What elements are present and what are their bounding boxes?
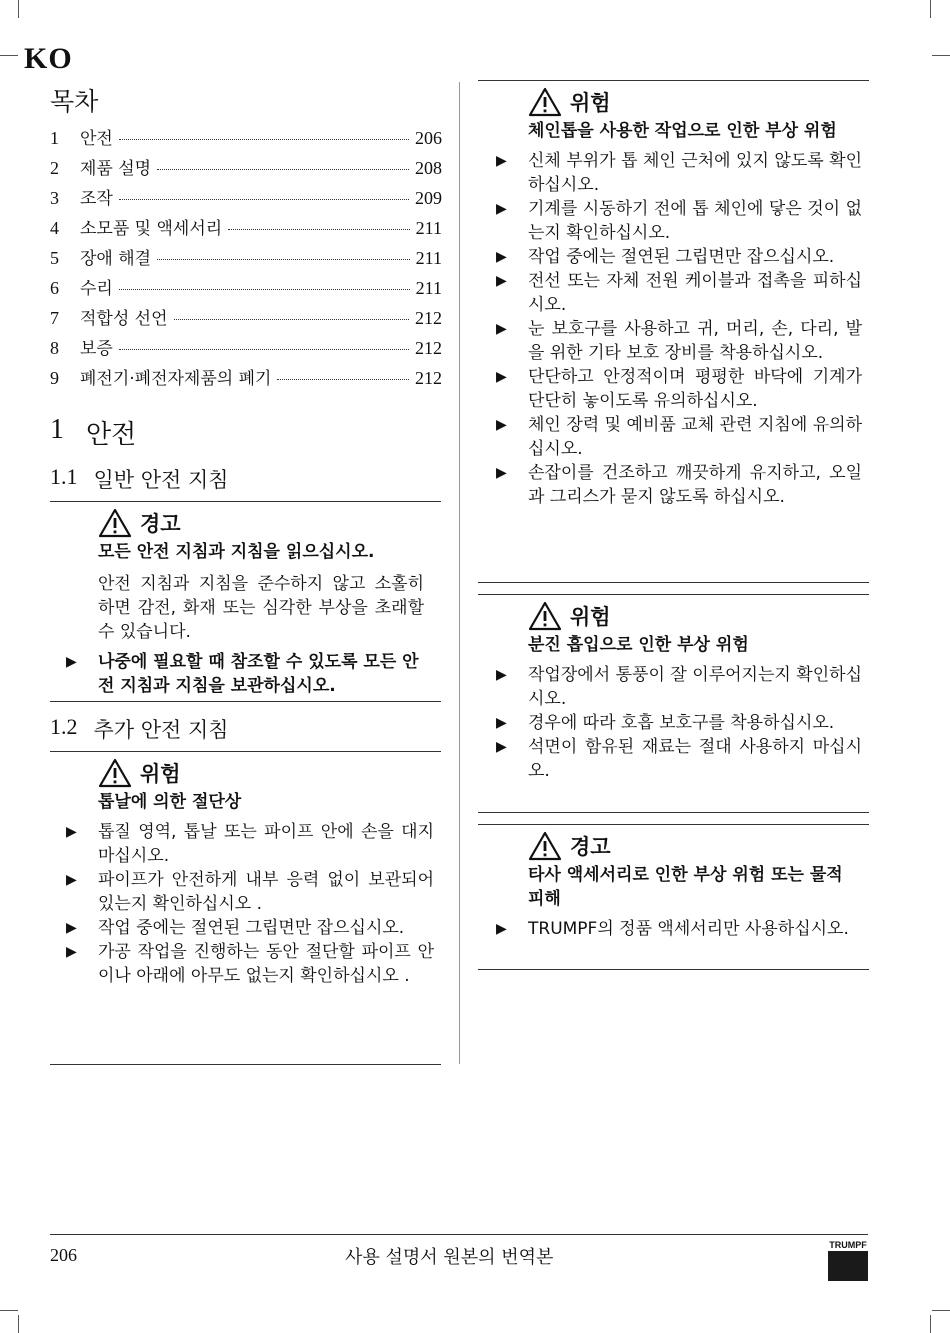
signal-word-text: 경고 <box>140 512 181 536</box>
toc-entry[interactable] <box>50 154 442 184</box>
page-number: 206 <box>50 1245 77 1265</box>
toc-label: 안전 <box>80 129 113 149</box>
instruction-item: ▶ 가공 작업을 진행하는 동안 절단할 파이프 안이나 아래에 아무도 없는지 확인하십시오 . <box>66 942 434 986</box>
toc-number: 8 <box>50 338 59 358</box>
toc-page: 212 <box>415 368 442 388</box>
toc-number: 6 <box>50 278 59 298</box>
warning-triangle-icon <box>528 87 562 117</box>
signal-word-text: 위험 <box>570 91 611 115</box>
table-of-contents <box>50 124 442 394</box>
column-divider <box>459 82 460 1064</box>
instruction-item: ▶ 전선 또는 자체 전원 케이블과 접촉을 피하십시오. <box>496 271 862 315</box>
bullet-arrow-icon: ▶ <box>496 715 507 731</box>
divider <box>478 969 869 970</box>
toc-number: 9 <box>50 368 59 388</box>
toc-title: 목차 <box>50 87 99 116</box>
divider <box>478 812 869 813</box>
toc-entry[interactable] <box>50 244 442 274</box>
hazard-title: 타사 액세서리로 인한 부상 위험 또는 물적 피해 <box>528 865 843 909</box>
instruction-item: ▶ 작업 중에는 절연된 그립면만 잡으십시오. <box>496 247 835 267</box>
instruction-item: ▶ 신체 부위가 톱 체인 근처에 있지 않도록 확인하십시오. <box>496 151 862 195</box>
bullet-arrow-icon: ▶ <box>66 654 77 670</box>
instruction-item: ▶ 손잡이를 건조하고 깨끗하게 유지하고, 오일과 그리스가 묻지 않도록 하십시오. <box>496 463 862 507</box>
toc-leader <box>119 139 409 140</box>
hazard-title: 톱날에 의한 절단상 <box>98 792 242 812</box>
hazard-description: 안전 지침과 지침을 준수하지 않고 소홀히 하면 감전, 화재 또는 심각한 부상을 초래할 수 있습니다. <box>98 574 424 642</box>
toc-label: 소모품 및 액세서리 <box>80 219 223 239</box>
instruction-item: ▶ 단단하고 안정적이며 평평한 바닥에 기계가 단단히 놓이도록 유의하십시오. <box>496 367 862 411</box>
toc-leader <box>119 199 409 200</box>
toc-entry[interactable] <box>50 214 442 244</box>
toc-label: 조작 <box>80 189 113 209</box>
instruction-item: ▶ 톱질 영역, 톱날 또는 파이프 안에 손을 대지 마십시오. <box>66 822 434 866</box>
toc-page: 209 <box>415 188 442 208</box>
toc-entry[interactable] <box>50 364 442 394</box>
divider <box>478 594 869 595</box>
toc-page: 211 <box>415 218 442 238</box>
toc-number: 7 <box>50 308 59 328</box>
section-title: 안전 <box>86 420 137 450</box>
subsection-number: 1.1 <box>50 464 78 489</box>
crop-mark <box>0 55 18 56</box>
instruction-item: ▶ 석면이 함유된 재료는 절대 사용하지 마십시오. <box>496 737 862 781</box>
warning-triangle-icon <box>528 601 562 631</box>
divider <box>50 501 441 502</box>
toc-page: 212 <box>415 338 442 358</box>
subsection-heading <box>50 714 229 744</box>
crop-mark <box>930 0 931 18</box>
toc-label: 폐전기·폐전자제품의 폐기 <box>80 369 272 389</box>
toc-label: 장애 해결 <box>80 249 152 269</box>
instruction-item: ▶ 경우에 따라 호흡 보호구를 착용하십시오. <box>496 713 835 733</box>
toc-label: 적합성 선언 <box>80 309 168 329</box>
divider <box>478 80 869 81</box>
subsection-title: 일반 안전 지침 <box>93 468 229 492</box>
toc-leader <box>228 229 409 230</box>
bullet-arrow-icon: ▶ <box>496 201 507 217</box>
toc-entry[interactable] <box>50 334 442 364</box>
crop-mark <box>18 1315 19 1333</box>
warning-triangle-icon <box>528 831 562 861</box>
signal-word-text: 경고 <box>570 835 611 859</box>
hazard-title: 체인톱을 사용한 작업으로 인한 부상 위험 <box>528 121 837 141</box>
divider <box>50 1064 441 1065</box>
toc-entry[interactable] <box>50 304 442 334</box>
bullet-arrow-icon: ▶ <box>66 824 77 840</box>
toc-number: 4 <box>50 218 59 238</box>
toc-page: 206 <box>415 128 442 148</box>
toc-label: 수리 <box>80 279 113 299</box>
bullet-arrow-icon: ▶ <box>496 417 507 433</box>
toc-number: 3 <box>50 188 59 208</box>
toc-number: 5 <box>50 248 59 268</box>
bullet-arrow-icon: ▶ <box>496 249 507 265</box>
signal-word <box>98 508 424 538</box>
toc-number: 2 <box>50 158 59 178</box>
hazard-title: 모든 안전 지침과 지침을 읽으십시오. <box>98 542 375 562</box>
instruction-item: ▶ 체인 장력 및 예비품 교체 관련 지침에 유의하십시오. <box>496 415 862 459</box>
divider <box>50 701 441 702</box>
signal-word <box>528 87 862 117</box>
toc-leader <box>157 259 410 260</box>
bullet-arrow-icon: ▶ <box>496 739 507 755</box>
instruction-item: ▶ 작업 중에는 절연된 그립면만 잡으십시오. <box>66 918 405 938</box>
warning-triangle-icon <box>98 758 132 788</box>
toc-page: 211 <box>415 248 442 268</box>
bullet-arrow-icon: ▶ <box>496 153 507 169</box>
instruction-item: ▶ 기계를 시동하기 전에 톱 체인에 닿은 것이 없는지 확인하십시오. <box>496 199 862 243</box>
toc-leader <box>157 169 409 170</box>
bullet-arrow-icon: ▶ <box>66 944 77 960</box>
toc-leader <box>174 319 409 320</box>
crop-mark <box>18 0 19 18</box>
signal-word <box>98 758 434 788</box>
instruction-item: ▶ 작업장에서 통풍이 잘 이루어지는지 확인하십시오. <box>496 665 862 709</box>
hazard-title: 분진 흡입으로 인한 부상 위험 <box>528 635 749 655</box>
toc-page: 211 <box>415 278 442 298</box>
instruction-item: ▶ 나중에 필요할 때 참조할 수 있도록 모든 안전 지침과 지침을 보관하십시오. <box>66 652 419 696</box>
section-heading <box>50 414 136 451</box>
toc-page: 212 <box>415 308 442 328</box>
divider <box>50 751 441 752</box>
danger-notice <box>496 87 862 509</box>
language-code: KO <box>24 42 73 75</box>
toc-entry[interactable] <box>50 184 442 214</box>
divider <box>478 824 869 825</box>
toc-leader <box>119 289 410 290</box>
toc-label: 제품 설명 <box>80 159 152 179</box>
toc-page: 208 <box>415 158 442 178</box>
warning-triangle-icon <box>98 508 132 538</box>
bullet-arrow-icon: ▶ <box>496 369 507 385</box>
danger-notice <box>66 758 434 988</box>
brand-wordmark: TRUMPF <box>829 1240 867 1250</box>
toc-leader <box>119 349 409 350</box>
bullet-arrow-icon: ▶ <box>496 667 507 683</box>
signal-word-text: 위험 <box>570 605 611 629</box>
subsection-number: 1.2 <box>50 714 78 739</box>
instruction-item: ▶ 눈 보호구를 사용하고 귀, 머리, 손, 다리, 발을 위한 기타 보호 장비를 착용하십시오. <box>496 319 862 363</box>
bullet-arrow-icon: ▶ <box>496 921 507 937</box>
warning-notice <box>66 508 424 698</box>
toc-label: 보증 <box>80 339 113 359</box>
divider <box>478 582 869 583</box>
toc-number: 1 <box>50 128 59 148</box>
signal-word <box>528 601 862 631</box>
bullet-arrow-icon: ▶ <box>496 465 507 481</box>
signal-word <box>528 831 862 861</box>
signal-word-text: 위험 <box>140 762 181 786</box>
subsection-title: 추가 안전 지침 <box>93 718 229 742</box>
bullet-arrow-icon: ▶ <box>496 321 507 337</box>
crop-mark <box>932 55 950 56</box>
brand-block <box>828 1251 868 1281</box>
danger-notice <box>496 601 862 783</box>
brand-logo <box>828 1240 868 1281</box>
bullet-arrow-icon: ▶ <box>66 872 77 888</box>
bullet-arrow-icon: ▶ <box>66 920 77 936</box>
toc-entry[interactable] <box>50 124 442 154</box>
warning-notice <box>496 831 862 941</box>
section-number: 1 <box>50 414 64 445</box>
bullet-arrow-icon: ▶ <box>496 273 507 289</box>
crop-mark <box>0 1310 18 1311</box>
instruction-item: ▶ TRUMPF의 정품 액세서리만 사용하십시오. <box>496 919 849 939</box>
crop-mark <box>932 1310 950 1311</box>
instruction-item: ▶ 파이프가 안전하게 내부 응력 없이 보관되어 있는지 확인하십시오 . <box>66 870 434 914</box>
footer-rule <box>50 1234 868 1235</box>
toc-entry[interactable] <box>50 274 442 304</box>
crop-mark <box>930 1315 931 1333</box>
subsection-heading <box>50 464 229 494</box>
document-title: 사용 설명서 원본의 번역본 <box>345 1247 554 1268</box>
toc-leader <box>277 379 409 380</box>
